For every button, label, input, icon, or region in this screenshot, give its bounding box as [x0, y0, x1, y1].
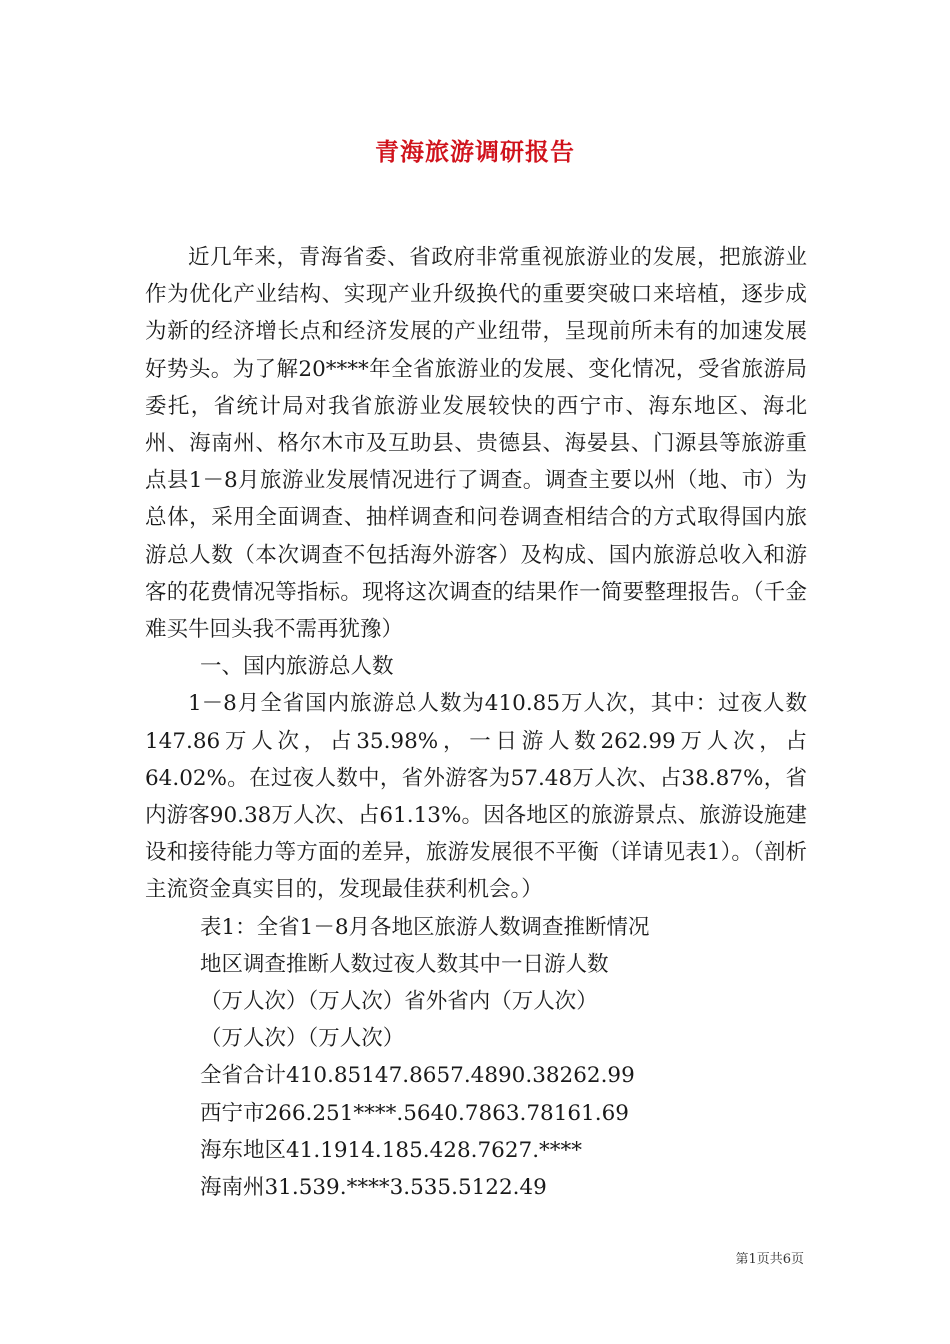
- section-paragraph: 1－8月全省国内旅游总人数为410.85万人次，其中：过夜人数147.86万人次，占35.98%，一日游人数262.99万人次，占64.02%。在过夜人数中，省外游客为57.48万人次、占38.87%，省内游客90.38万人次、占61.13%。因各地区的旅游景点、旅游设施建设和接待能力等方面的差异，旅游发展很不平衡（详请见表1）。（剖析主流资金真实目的，发现最佳获利机会。）: [145, 691, 807, 903]
- document-title: 青海旅游调研报告: [375, 137, 575, 166]
- table-caption: 表1：全省1－8月各地区旅游人数调查推断情况: [200, 914, 650, 940]
- page-indicator: 第1页共6页: [735, 1252, 804, 1267]
- table-body: [145, 1057, 807, 1206]
- table-row: 海南州31.539.****3.535.5122.49: [200, 1175, 547, 1201]
- table-header-line: 地区调查推断人数过夜人数其中一日游人数: [200, 951, 609, 977]
- table-header-line: （万人次）（万人次）省外省内（万人次）: [200, 989, 598, 1015]
- section-heading: 一、国内旅游总人数: [200, 654, 394, 680]
- table-row: 全省合计410.85147.8657.4890.38262.99: [200, 1063, 635, 1089]
- table-row: 海东地区41.1914.185.428.7627.****: [200, 1137, 583, 1163]
- intro-paragraph: 近几年来，青海省委、省政府非常重视旅游业的发展，把旅游业作为优化产业结构、实现产业升级换代的重要突破口来培植，逐步成为新的经济增长点和经济发展的产业纽带，呈现前所未有的加速发展好势头。为了解20****年全省旅游业的发展、变化情况，受省旅游局委托，省统计局对我省旅游业发展较快的西宁市、海东地区、海北州、海南州、格尔木市及互助县、贵德县、海晏县、门源县等旅游重点县1－8月旅游业发展情况进行了调查。调查主要以州（地、市）为总体，采用全面调查、抽样调查和问卷调查相结合的方式取得国内旅游总人数（本次调查不包括海外游客）及构成、国内旅游总收入和游客的花费情况等指标。现将这次调查的结果作一简要整理报告。（千金难买牛回头我不需再犹豫）: [145, 245, 807, 643]
- table-header: [145, 946, 807, 1058]
- table-row: 西宁市266.251****.5640.7863.78161.69: [200, 1100, 629, 1126]
- document-body: [145, 239, 807, 1206]
- table-header-line: （万人次）（万人次）: [200, 1026, 405, 1052]
